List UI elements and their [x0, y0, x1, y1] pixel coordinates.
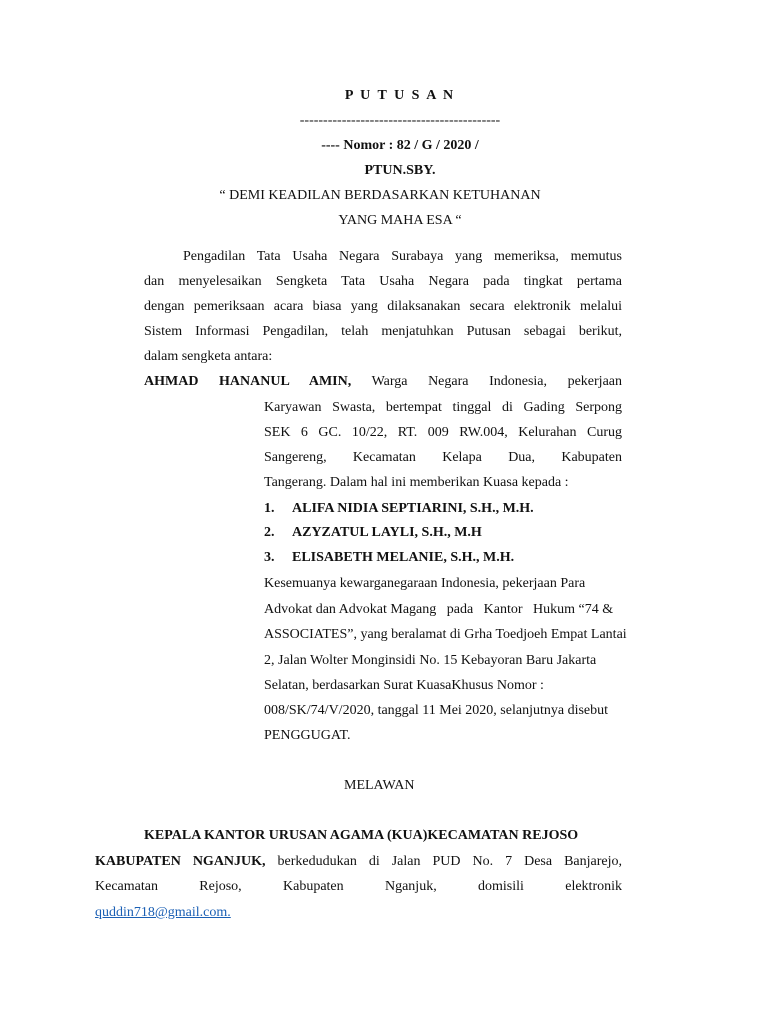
- attorney-number: 2.: [264, 525, 275, 540]
- attorney-item-3: [264, 550, 514, 566]
- attorney-detail-line-3: ASSOCIATES”, yang beralamat di Grha Toedjoeh Empat Lantai: [264, 627, 627, 642]
- attorney-number: 1.: [264, 501, 275, 516]
- plaintiff-address-line-3: Sangereng, Kecamatan Kelapa Dua, Kabupaten: [264, 450, 622, 465]
- attorney-detail-line-2: Advokat dan Advokat Magang pada Kantor Hukum “74 &: [264, 602, 614, 617]
- defendant-line-1: KEPALA KANTOR URUSAN AGAMA (KUA)KECAMATAN REJOSO: [144, 828, 579, 843]
- intro-line-5: dalam sengketa antara:: [144, 349, 273, 364]
- motto-line-1: “ DEMI KEADILAN BERDASARKAN KETUHANAN: [219, 188, 541, 203]
- plaintiff-address-line-2: SEK 6 GC. 10/22, RT. 009 RW.004, Kelurahan Curug: [264, 425, 622, 440]
- attorney-detail-line-5: Selatan, berdasarkan Surat KuasaKhusus Nomor :: [264, 678, 544, 693]
- defendant-line-2-rest: berkedudukan di Jalan PUD No. 7 Desa Banjarejo,: [277, 854, 623, 869]
- attorney-detail-line-6: 008/SK/74/V/2020, tanggal 11 Mei 2020, selanjutnya disebut: [264, 703, 609, 718]
- attorney-detail-line-7: PENGGUGAT.: [264, 728, 351, 743]
- defendant-line-3: Kecamatan Rejoso, Kabupaten Nganjuk, domisili elektronik: [95, 879, 622, 894]
- plaintiff-address-line-1: Karyawan Swasta, bertempat tinggal di Gading Serpong: [264, 400, 622, 415]
- attorney-detail-line-1: Kesemuanya kewarganegaraan Indonesia, pekerjaan Para: [264, 576, 586, 591]
- intro-line-4: Sistem Informasi Pengadilan, telah menjatuhkan Putusan sebagai berikut,: [144, 324, 622, 339]
- intro-line-1: Pengadilan Tata Usaha Negara Surabaya yang memeriksa, memutus: [183, 249, 622, 264]
- plaintiff-first-line-rest: Warga Negara Indonesia, pekerjaan: [371, 374, 622, 389]
- intro-line-2: dan menyelesaikan Sengketa Tata Usaha Negara pada tingkat pertama: [144, 274, 622, 289]
- plaintiff-first-line: [144, 374, 622, 390]
- attorney-name: ELISABETH MELANIE, S.H., M.H.: [292, 550, 515, 565]
- attorney-detail-line-4: 2, Jalan Wolter Monginsidi No. 15 Kebayoran Baru Jakarta: [264, 653, 597, 668]
- attorney-name: ALIFA NIDIA SEPTIARINI, S.H., M.H.: [292, 501, 534, 516]
- attorney-item-1: [264, 501, 534, 517]
- plaintiff-address-line-4: Tangerang. Dalam hal ini memberikan Kuasa kepada :: [264, 475, 569, 490]
- versus-heading: MELAWAN: [344, 778, 415, 793]
- intro-line-3: dengan pemeriksaan acara biasa yang dilaksanakan secara elektronik melalui: [144, 299, 622, 314]
- plaintiff-name: AHMAD HANANUL AMIN,: [144, 374, 352, 389]
- case-number: ---- Nomor : 82 / G / 2020 /: [321, 138, 479, 153]
- defendant-name: KABUPATEN NGANJUK,: [95, 854, 266, 869]
- court-code: PTUN.SBY.: [364, 163, 436, 178]
- attorney-number: 3.: [264, 550, 275, 565]
- defendant-email-line: [95, 905, 231, 921]
- attorney-item-2: [264, 525, 482, 541]
- defendant-line-2: [95, 854, 622, 870]
- title-rule: -------------------------------------------: [299, 113, 501, 128]
- attorney-name: AZYZATUL LAYLI, S.H., M.H: [292, 525, 482, 540]
- motto-line-2: YANG MAHA ESA “: [338, 213, 462, 228]
- document-title: P U T U S A N: [344, 88, 456, 103]
- defendant-email-link[interactable]: quddin718@gmail.com.: [95, 905, 231, 920]
